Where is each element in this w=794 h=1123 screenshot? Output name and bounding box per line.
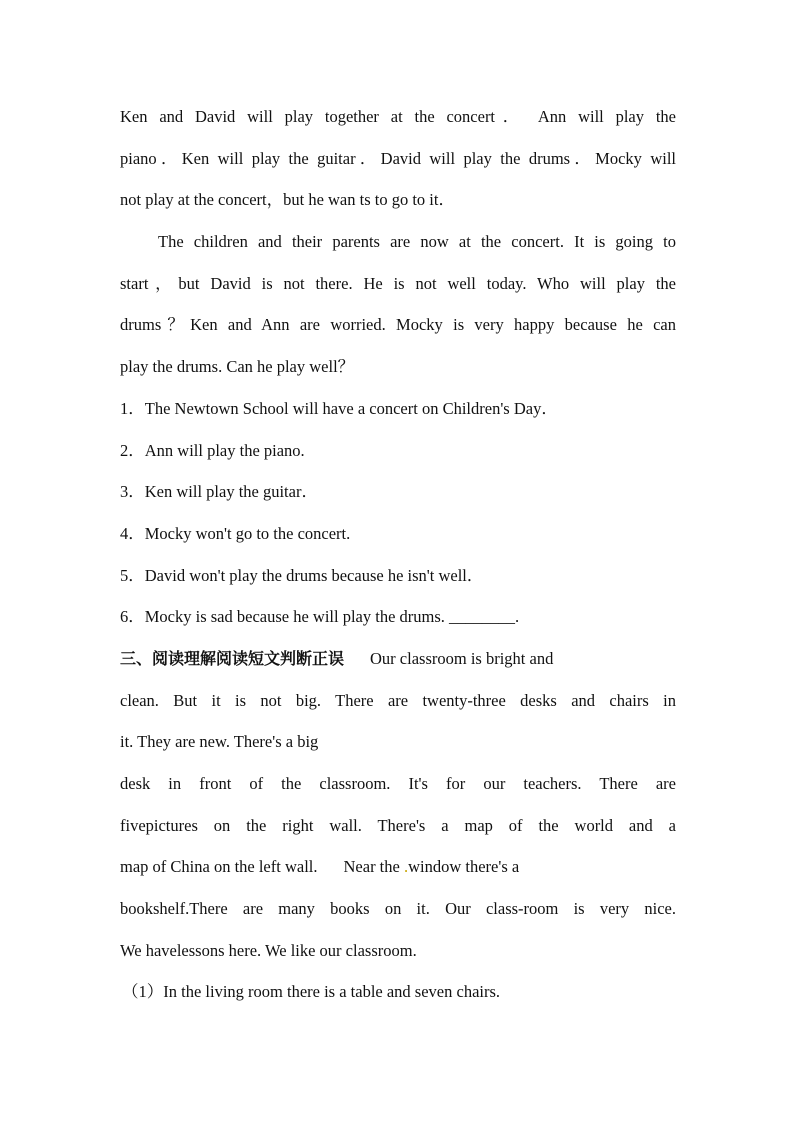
section3-line-6 <box>120 846 676 888</box>
statement-6: 6．Mocky is sad because he will play the drums. ________. <box>120 607 520 627</box>
section3-line-3: it. They are new. There's a big <box>120 732 319 752</box>
section3-heading-line <box>120 638 676 680</box>
passage-line-7: play the drums. Can he play well？ <box>120 357 355 377</box>
passage-line-4: The children and their parents are now at the concert. It is going to <box>158 232 676 252</box>
passage-line-5: start，but David is not there. He is not well today. Who will play the <box>120 273 676 293</box>
section3-line-7: bookshelf.There are many books on it. Our class-room is very nice. <box>120 899 676 919</box>
section3-first-line: Our classroom is bright and <box>370 648 554 668</box>
near-text: Near the <box>343 857 400 877</box>
document-page <box>120 96 676 1013</box>
statement-3: 3．Ken will play the guitar． <box>120 482 318 502</box>
statement-2: 2．Ann will play the piano. <box>120 440 305 460</box>
section3-line-5: fivepictures on the right wall. There's a map of the world and a <box>120 815 676 835</box>
question-1: （1）In the living room there is a table and seven chairs. <box>122 982 501 1002</box>
china-text: map of China on the left wall. <box>120 857 318 877</box>
section3-line-2: clean. But it is not big. There are twenty-three desks and chairs in <box>120 690 676 710</box>
passage-line-1: Ken and David will play together at the concert． Ann will play the <box>120 107 676 126</box>
passage-line-6: drums？Ken and Ann are worried. Mocky is very happy because he can <box>120 315 676 335</box>
stray-mark: . <box>403 857 409 877</box>
statement-4: 4．Mocky won't go to the concert. <box>120 523 351 543</box>
window-text: window there's a <box>408 857 520 877</box>
passage-line-3: not play at the concert，but he wan ts to go to it． <box>120 190 455 210</box>
statement-1: 1．The Newtown School will have a concert on Children's Day． <box>120 398 558 418</box>
section3-heading: 三、阅读理解阅读短文判断正误 <box>120 648 345 668</box>
statement-5: 5．David won't play the drums because he isn't well． <box>120 565 484 585</box>
section3-line-8: We havelessons here. We like our classroom. <box>120 940 417 960</box>
section3-line-4: desk in front of the classroom. It's for our teachers. There are <box>120 774 676 793</box>
passage-line-2: piano．Ken will play the guitar．David will play the drums．Mocky will <box>120 148 676 168</box>
